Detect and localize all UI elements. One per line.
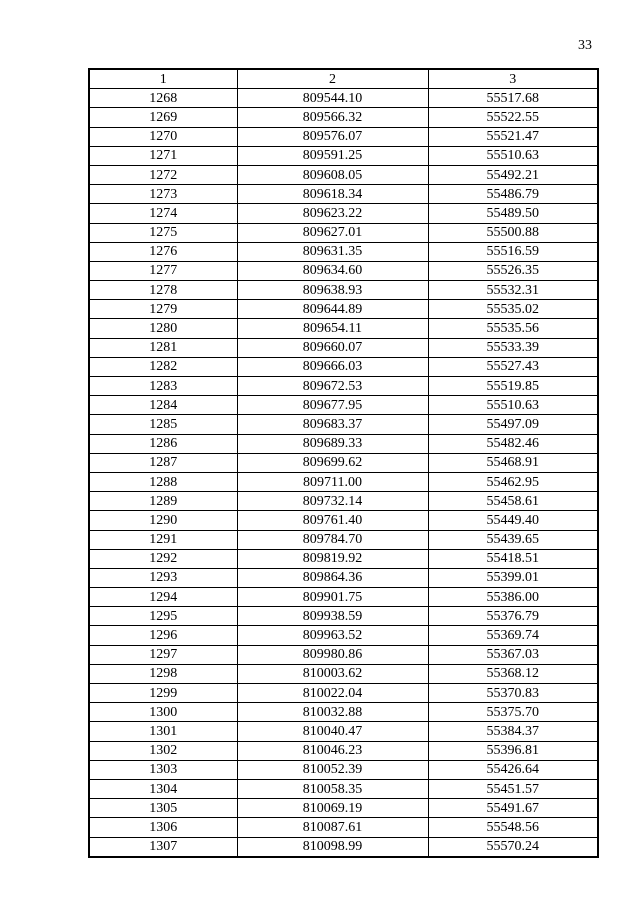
point-number-cell: 1274	[89, 204, 237, 223]
y-coordinate-cell: 55451.57	[428, 779, 598, 798]
table-row	[89, 223, 598, 242]
x-coordinate-cell: 809618.34	[237, 185, 428, 204]
table-row	[89, 261, 598, 280]
point-number-cell: 1291	[89, 530, 237, 549]
x-coordinate-cell: 809732.14	[237, 492, 428, 511]
table-row	[89, 741, 598, 760]
point-number-cell: 1284	[89, 396, 237, 415]
table-row	[89, 530, 598, 549]
x-coordinate-cell: 810069.19	[237, 799, 428, 818]
x-coordinate-cell: 809711.00	[237, 472, 428, 491]
x-coordinate-cell: 809864.36	[237, 568, 428, 587]
table-row	[89, 300, 598, 319]
x-coordinate-cell: 810058.35	[237, 779, 428, 798]
point-number-cell: 1294	[89, 588, 237, 607]
point-number-cell: 1298	[89, 664, 237, 683]
y-coordinate-cell: 55418.51	[428, 549, 598, 568]
table-row	[89, 185, 598, 204]
point-number-cell: 1297	[89, 645, 237, 664]
y-coordinate-cell: 55426.64	[428, 760, 598, 779]
point-number-cell: 1302	[89, 741, 237, 760]
x-coordinate-cell: 809699.62	[237, 453, 428, 472]
y-coordinate-cell: 55497.09	[428, 415, 598, 434]
y-coordinate-cell: 55376.79	[428, 607, 598, 626]
table-row	[89, 511, 598, 530]
point-number-cell: 1273	[89, 185, 237, 204]
table-row	[89, 645, 598, 664]
y-coordinate-cell: 55386.00	[428, 588, 598, 607]
point-number-cell: 1281	[89, 338, 237, 357]
x-coordinate-cell: 809683.37	[237, 415, 428, 434]
point-number-cell: 1285	[89, 415, 237, 434]
x-coordinate-cell: 810040.47	[237, 722, 428, 741]
x-coordinate-cell: 809666.03	[237, 357, 428, 376]
table-row	[89, 357, 598, 376]
point-number-cell: 1276	[89, 242, 237, 261]
table-row	[89, 434, 598, 453]
page-number: 33	[578, 38, 592, 53]
table-row	[89, 626, 598, 645]
table-row	[89, 146, 598, 165]
y-coordinate-cell: 55462.95	[428, 472, 598, 491]
y-coordinate-cell: 55368.12	[428, 664, 598, 683]
x-coordinate-cell: 809963.52	[237, 626, 428, 645]
y-coordinate-cell: 55570.24	[428, 837, 598, 857]
x-coordinate-cell: 810098.99	[237, 837, 428, 857]
table-row	[89, 703, 598, 722]
table-row	[89, 607, 598, 626]
table-row	[89, 818, 598, 837]
table-row	[89, 89, 598, 108]
y-coordinate-cell: 55535.56	[428, 319, 598, 338]
x-coordinate-cell: 809566.32	[237, 108, 428, 127]
table-row	[89, 127, 598, 146]
table-row	[89, 319, 598, 338]
point-number-cell: 1268	[89, 89, 237, 108]
point-number-cell: 1279	[89, 300, 237, 319]
point-number-cell: 1304	[89, 779, 237, 798]
y-coordinate-cell: 55482.46	[428, 434, 598, 453]
point-number-cell: 1280	[89, 319, 237, 338]
table-row	[89, 204, 598, 223]
x-coordinate-cell: 809591.25	[237, 146, 428, 165]
table-row	[89, 722, 598, 741]
y-coordinate-cell: 55486.79	[428, 185, 598, 204]
y-coordinate-cell: 55367.03	[428, 645, 598, 664]
point-number-cell: 1269	[89, 108, 237, 127]
table-row	[89, 396, 598, 415]
header-row	[89, 69, 598, 89]
point-number-cell: 1275	[89, 223, 237, 242]
y-coordinate-cell: 55439.65	[428, 530, 598, 549]
x-coordinate-cell: 809627.01	[237, 223, 428, 242]
y-coordinate-cell: 55510.63	[428, 146, 598, 165]
table-header	[89, 69, 598, 89]
x-coordinate-cell: 809980.86	[237, 645, 428, 664]
x-coordinate-cell: 809660.07	[237, 338, 428, 357]
y-coordinate-cell: 55399.01	[428, 568, 598, 587]
x-coordinate-cell: 809901.75	[237, 588, 428, 607]
table-row	[89, 242, 598, 261]
x-coordinate-cell: 810003.62	[237, 664, 428, 683]
table-row	[89, 472, 598, 491]
table-row	[89, 664, 598, 683]
x-coordinate-cell: 809608.05	[237, 165, 428, 184]
x-coordinate-cell: 809689.33	[237, 434, 428, 453]
x-coordinate-cell: 809654.11	[237, 319, 428, 338]
point-number-cell: 1270	[89, 127, 237, 146]
point-number-cell: 1295	[89, 607, 237, 626]
y-coordinate-cell: 55369.74	[428, 626, 598, 645]
column-header-1: 1	[89, 69, 237, 89]
point-number-cell: 1277	[89, 261, 237, 280]
point-number-cell: 1283	[89, 377, 237, 396]
x-coordinate-cell: 810022.04	[237, 684, 428, 703]
point-number-cell: 1307	[89, 837, 237, 857]
point-number-cell: 1290	[89, 511, 237, 530]
y-coordinate-cell: 55519.85	[428, 377, 598, 396]
table-row	[89, 453, 598, 472]
point-number-cell: 1272	[89, 165, 237, 184]
x-coordinate-cell: 809938.59	[237, 607, 428, 626]
point-number-cell: 1292	[89, 549, 237, 568]
y-coordinate-cell: 55489.50	[428, 204, 598, 223]
y-coordinate-cell: 55500.88	[428, 223, 598, 242]
y-coordinate-cell: 55532.31	[428, 281, 598, 300]
table-row	[89, 165, 598, 184]
y-coordinate-cell: 55449.40	[428, 511, 598, 530]
y-coordinate-cell: 55526.35	[428, 261, 598, 280]
table-row	[89, 799, 598, 818]
point-number-cell: 1286	[89, 434, 237, 453]
x-coordinate-cell: 809819.92	[237, 549, 428, 568]
y-coordinate-cell: 55510.63	[428, 396, 598, 415]
point-number-cell: 1287	[89, 453, 237, 472]
table-row	[89, 568, 598, 587]
column-header-3: 3	[428, 69, 598, 89]
point-number-cell: 1293	[89, 568, 237, 587]
y-coordinate-cell: 55533.39	[428, 338, 598, 357]
x-coordinate-cell: 809623.22	[237, 204, 428, 223]
y-coordinate-cell: 55458.61	[428, 492, 598, 511]
table-row	[89, 837, 598, 857]
y-coordinate-cell: 55375.70	[428, 703, 598, 722]
y-coordinate-cell: 55535.02	[428, 300, 598, 319]
x-coordinate-cell: 810052.39	[237, 760, 428, 779]
y-coordinate-cell: 55527.43	[428, 357, 598, 376]
column-header-2: 2	[237, 69, 428, 89]
x-coordinate-cell: 809576.07	[237, 127, 428, 146]
table-row	[89, 415, 598, 434]
x-coordinate-cell: 810087.61	[237, 818, 428, 837]
y-coordinate-cell: 55521.47	[428, 127, 598, 146]
y-coordinate-cell: 55396.81	[428, 741, 598, 760]
y-coordinate-cell: 55522.55	[428, 108, 598, 127]
x-coordinate-cell: 809784.70	[237, 530, 428, 549]
table-row	[89, 492, 598, 511]
x-coordinate-cell: 809644.89	[237, 300, 428, 319]
y-coordinate-cell: 55492.21	[428, 165, 598, 184]
x-coordinate-cell: 810046.23	[237, 741, 428, 760]
point-number-cell: 1300	[89, 703, 237, 722]
point-number-cell: 1301	[89, 722, 237, 741]
table-row	[89, 588, 598, 607]
point-number-cell: 1278	[89, 281, 237, 300]
table-row	[89, 779, 598, 798]
y-coordinate-cell: 55548.56	[428, 818, 598, 837]
table-row	[89, 684, 598, 703]
point-number-cell: 1299	[89, 684, 237, 703]
y-coordinate-cell: 55491.67	[428, 799, 598, 818]
y-coordinate-cell: 55517.68	[428, 89, 598, 108]
x-coordinate-cell: 809631.35	[237, 242, 428, 261]
point-number-cell: 1303	[89, 760, 237, 779]
point-number-cell: 1271	[89, 146, 237, 165]
point-number-cell: 1289	[89, 492, 237, 511]
table-row	[89, 281, 598, 300]
x-coordinate-cell: 809672.53	[237, 377, 428, 396]
point-number-cell: 1288	[89, 472, 237, 491]
x-coordinate-cell: 809677.95	[237, 396, 428, 415]
y-coordinate-cell: 55468.91	[428, 453, 598, 472]
point-number-cell: 1296	[89, 626, 237, 645]
table-body	[89, 89, 598, 857]
x-coordinate-cell: 809634.60	[237, 261, 428, 280]
table-row	[89, 760, 598, 779]
x-coordinate-cell: 809638.93	[237, 281, 428, 300]
table-row	[89, 549, 598, 568]
y-coordinate-cell: 55516.59	[428, 242, 598, 261]
table-row	[89, 108, 598, 127]
point-number-cell: 1282	[89, 357, 237, 376]
x-coordinate-cell: 809761.40	[237, 511, 428, 530]
point-number-cell: 1305	[89, 799, 237, 818]
y-coordinate-cell: 55370.83	[428, 684, 598, 703]
point-number-cell: 1306	[89, 818, 237, 837]
table-row	[89, 338, 598, 357]
x-coordinate-cell: 810032.88	[237, 703, 428, 722]
table-row	[89, 377, 598, 396]
x-coordinate-cell: 809544.10	[237, 89, 428, 108]
coordinates-table	[88, 68, 599, 858]
y-coordinate-cell: 55384.37	[428, 722, 598, 741]
